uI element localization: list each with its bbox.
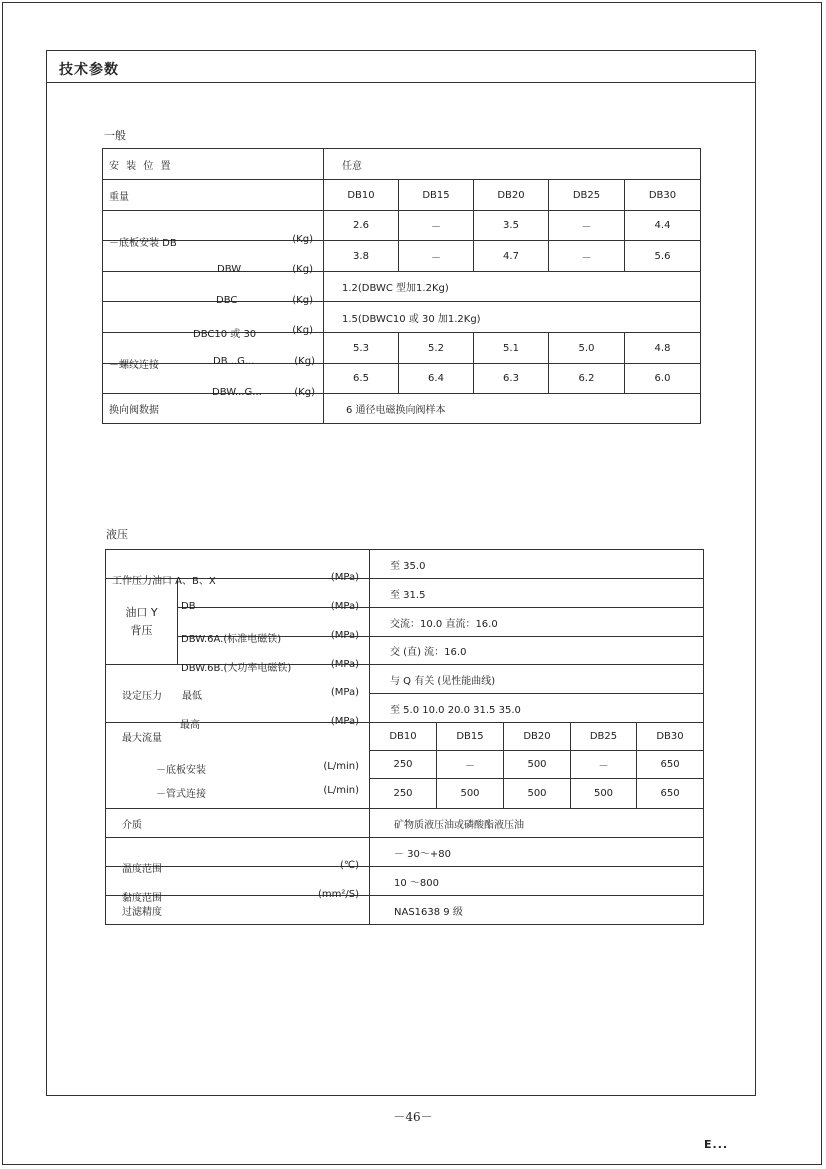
weight-value: 5.1 xyxy=(474,333,549,364)
table-row xyxy=(106,867,704,896)
weight-value: 5.2 xyxy=(399,333,474,364)
weight-value: 2.6 xyxy=(324,211,399,241)
table-row xyxy=(103,149,701,180)
table-row xyxy=(103,272,701,302)
unit-lmin: (L/min) xyxy=(323,785,359,797)
dbc1030-value: 1.5(DBWC10 或 30 加1.2Kg) xyxy=(324,302,701,333)
size-header: DB20 xyxy=(504,723,571,751)
py-6a-value: 交流：10.0 直流：16.0 xyxy=(370,608,704,637)
hydraulic-section-label: 液压 xyxy=(106,528,128,541)
medium-value: 矿物质液压油或磷酸酯液压油 xyxy=(370,809,704,838)
subplate-db-label: －底板安装 DB xyxy=(109,237,177,249)
table-row xyxy=(103,241,701,272)
filter-value: NAS1638 9 级 xyxy=(370,896,704,925)
size-header: DB25 xyxy=(549,180,625,211)
table-row xyxy=(103,211,701,241)
weight-value: 3.5 xyxy=(474,211,549,241)
weight-value: 5.6 xyxy=(625,241,701,272)
table-row xyxy=(103,180,701,211)
table-row xyxy=(106,550,704,579)
install-position-label: 安 装 位 置 xyxy=(103,149,324,180)
flow-subplate-label: －底板安装 xyxy=(156,764,206,776)
weight-value: 6.0 xyxy=(625,364,701,394)
table-row xyxy=(106,838,704,867)
size-header: DB30 xyxy=(637,723,704,751)
table-row xyxy=(103,302,701,333)
filter-label: 过滤精度 xyxy=(106,896,370,925)
flow-value: 500 xyxy=(504,779,571,809)
weight-value: 4.7 xyxy=(474,241,549,272)
weight-value: － xyxy=(399,211,474,241)
unit-kg: (Kg) xyxy=(292,294,313,306)
max-value: 至 5.0 10.0 20.0 31.5 35.0 xyxy=(370,694,704,723)
py-db-value: 至 31.5 xyxy=(370,579,704,608)
min-value: 与 Q 有关 (见性能曲线) xyxy=(370,665,704,694)
weight-value: － xyxy=(549,241,625,272)
temp-cell xyxy=(106,838,370,875)
panel-header xyxy=(47,51,755,83)
brand-logo: E... xyxy=(704,1138,729,1151)
medium-label: 介质 xyxy=(106,809,370,838)
weight-value: 6.3 xyxy=(474,364,549,394)
flow-value: 500 xyxy=(504,751,571,779)
table-row xyxy=(103,394,701,424)
unit-lmin: (L/min) xyxy=(323,760,359,772)
unit-mpa: (MPa) xyxy=(330,630,359,641)
subplate-db-cell xyxy=(103,211,324,249)
work-pressure-value: 至 35.0 xyxy=(370,550,704,579)
py-6b-value: 交 (直) 流：16.0 xyxy=(370,637,704,665)
dbc-cell xyxy=(103,272,324,306)
temp-unit: (℃) xyxy=(339,860,359,871)
weight-value: 5.3 xyxy=(324,333,399,364)
flow-value: 650 xyxy=(637,751,704,779)
flow-subplate-cell xyxy=(106,751,370,779)
flow-value: 500 xyxy=(437,779,504,809)
page-number: －46－ xyxy=(393,1110,433,1124)
unit-kg: (Kg) xyxy=(292,325,313,336)
unit-mpa: (MPa) xyxy=(330,601,359,612)
max-flow-label: 最大流量 xyxy=(106,723,370,751)
flow-value: 250 xyxy=(370,751,437,779)
unit-mpa: (MPa) xyxy=(330,715,359,727)
weight-value: 4.4 xyxy=(625,211,701,241)
backpressure-label: 背压 xyxy=(130,623,153,637)
thread-label: －螺纹连接 xyxy=(109,360,159,371)
port-y-cell xyxy=(106,579,178,665)
temp-value: － 30～+80 xyxy=(370,838,704,867)
unit-mpa: (MPa) xyxy=(330,572,359,583)
weight-value: 4.8 xyxy=(625,333,701,364)
flow-value: 500 xyxy=(571,779,637,809)
size-header: DB10 xyxy=(324,180,399,211)
size-header: DB25 xyxy=(571,723,637,751)
weight-value: － xyxy=(399,241,474,272)
visc-value: 10 ～800 xyxy=(370,867,704,896)
table-row xyxy=(103,364,701,394)
dbc1030-label: DBC10 或 30 xyxy=(193,329,257,340)
flow-pipe-label: －管式连接 xyxy=(156,789,206,801)
weight-label: 重量 xyxy=(103,180,324,211)
flow-value: 250 xyxy=(370,779,437,809)
hydraulic-table xyxy=(105,549,704,925)
flow-value: － xyxy=(437,751,504,779)
subplate-dbw-label: DBW xyxy=(217,264,242,275)
port-y-label: 油口 Y xyxy=(125,605,158,619)
panel-title: 技术参数 xyxy=(59,62,119,78)
size-header: DB10 xyxy=(370,723,437,751)
weight-value: － xyxy=(549,211,625,241)
work-pressure-label: 工作压力油口 A、B、X xyxy=(112,576,216,587)
flow-value: 650 xyxy=(637,779,704,809)
dbc-label: DBC xyxy=(216,294,238,306)
install-position-value: 任意 xyxy=(324,149,701,180)
py-6b-label: DBW.6B.(大功率电磁铁) xyxy=(181,662,292,674)
min-label: 最低 xyxy=(182,691,202,703)
weight-value: 5.0 xyxy=(549,333,625,364)
general-table xyxy=(102,148,701,424)
temp-label: 温度范围 xyxy=(122,864,162,875)
table-row xyxy=(106,809,704,838)
visc-label: 黏度范围 xyxy=(122,893,162,904)
flow-value: － xyxy=(571,751,637,779)
flow-pipe-cell xyxy=(106,779,370,809)
unit-kg: (Kg) xyxy=(294,356,315,367)
set-pressure-label: 设定压力 xyxy=(122,691,162,703)
weight-value: 6.4 xyxy=(399,364,474,394)
unit-kg: (Kg) xyxy=(292,233,313,245)
unit-mpa: (MPa) xyxy=(330,687,359,699)
dbc-value: 1.2(DBWC 型加1.2Kg) xyxy=(324,272,701,302)
py-db-label: DB xyxy=(181,601,196,612)
table-row xyxy=(106,779,704,809)
work-pressure-cell xyxy=(106,550,370,587)
py-6a-label: DBW.6A.(标准电磁铁) xyxy=(181,634,282,645)
dbc1030-cell xyxy=(103,302,324,340)
size-header: DB15 xyxy=(437,723,504,751)
thread-db-label: DB...G... xyxy=(213,356,255,367)
table-row xyxy=(106,896,704,925)
thread-dbw-label: DBW...G... xyxy=(212,386,262,398)
weight-value: 3.8 xyxy=(324,241,399,272)
dirvalve-value: 6 通径电磁换向阀样本 xyxy=(324,394,701,424)
unit-kg: (Kg) xyxy=(292,264,313,275)
table-row xyxy=(106,751,704,779)
unit-mpa: (MPa) xyxy=(330,658,359,670)
size-header: DB30 xyxy=(625,180,701,211)
weight-value: 6.2 xyxy=(549,364,625,394)
general-section-label: 一般 xyxy=(104,129,126,142)
visc-unit: (mm²/S) xyxy=(317,889,359,900)
unit-kg: (Kg) xyxy=(294,386,315,398)
size-header: DB20 xyxy=(474,180,549,211)
dirvalve-label: 换向阀数据 xyxy=(103,394,324,424)
size-header: DB15 xyxy=(399,180,474,211)
weight-value: 6.5 xyxy=(324,364,399,394)
max-label: 最高 xyxy=(180,719,200,731)
